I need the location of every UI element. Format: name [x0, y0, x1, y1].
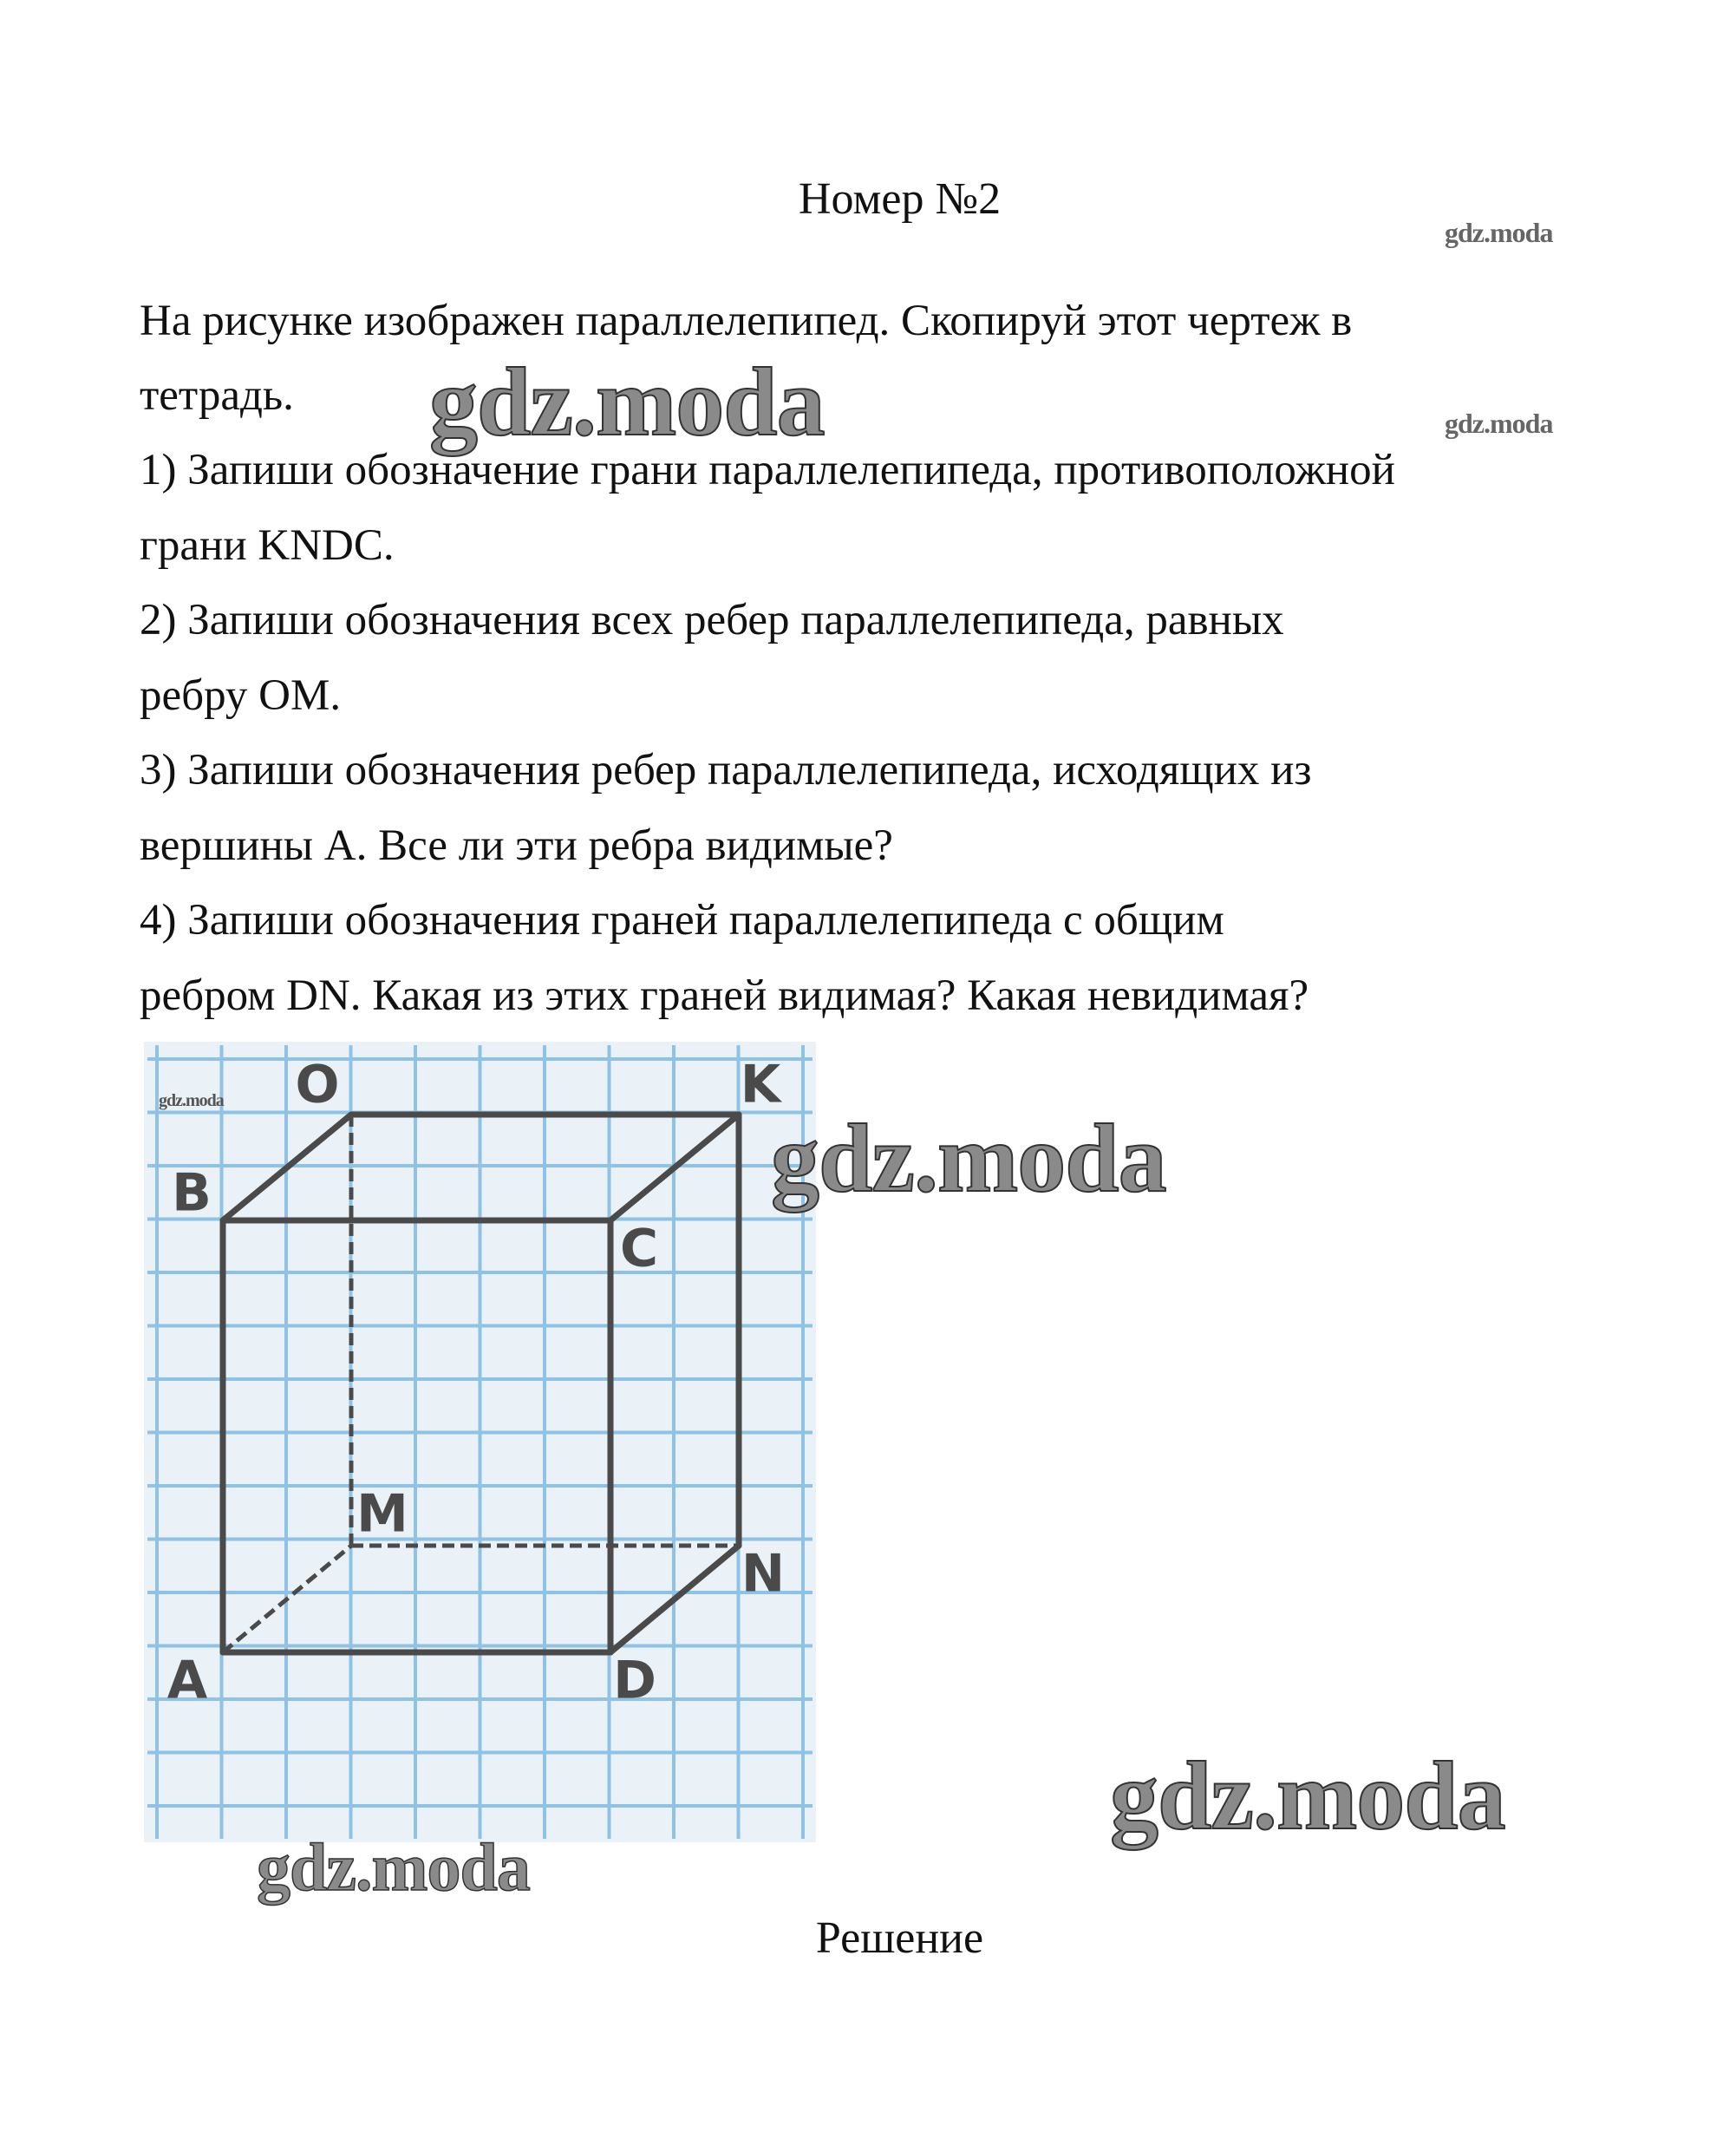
vertex-label-b: B — [172, 1162, 212, 1224]
vertex-label-c: C — [619, 1218, 659, 1279]
task-text-line: На рисунке изображен параллелепипед. Скопируй этот чертеж в — [140, 297, 1353, 345]
vertex-label-d: D — [613, 1650, 656, 1711]
vertex-label-a: A — [166, 1650, 208, 1711]
solution-heading: Решение — [815, 1913, 984, 1963]
task-text-line: тетрадь. — [140, 371, 294, 420]
vertex-label-o: O — [295, 1054, 340, 1115]
watermark: gdz.moda — [771, 1105, 1166, 1213]
watermark: gdz.moda — [1445, 408, 1553, 439]
watermark: gdz.moda — [159, 1091, 224, 1110]
task-text-line: ребру OM. — [140, 671, 342, 720]
task-text-line: грани KNDC. — [140, 521, 395, 570]
task-text-line: 3) Запиши обозначения ребер параллелепипеда, исходящих из — [140, 746, 1312, 795]
watermark: gdz.moda — [429, 349, 825, 456]
task-text-line: вершины A. Все ли эти ребра видимые? — [140, 821, 893, 870]
vertex-label-n: N — [741, 1543, 786, 1605]
task-text-line: ребром DN. Какая из этих граней видимая? Какая невидимая? — [140, 971, 1309, 1020]
watermark: gdz.moda — [257, 1829, 530, 1905]
task-text-line: 2) Запиши обозначения всех ребер параллелепипеда, равных — [140, 596, 1284, 644]
watermark: gdz.moda — [1110, 1743, 1505, 1850]
page-title: Номер №2 — [798, 174, 1002, 224]
task-text-line: 1) Запиши обозначение грани параллелепипеда, противоположной — [140, 446, 1395, 494]
task-text-line: 4) Запиши обозначения граней параллелепипеда с общим — [140, 896, 1224, 945]
vertex-label-m: M — [356, 1483, 408, 1545]
watermark: gdz.moda — [1445, 217, 1553, 248]
vertex-label-k: K — [740, 1054, 781, 1115]
